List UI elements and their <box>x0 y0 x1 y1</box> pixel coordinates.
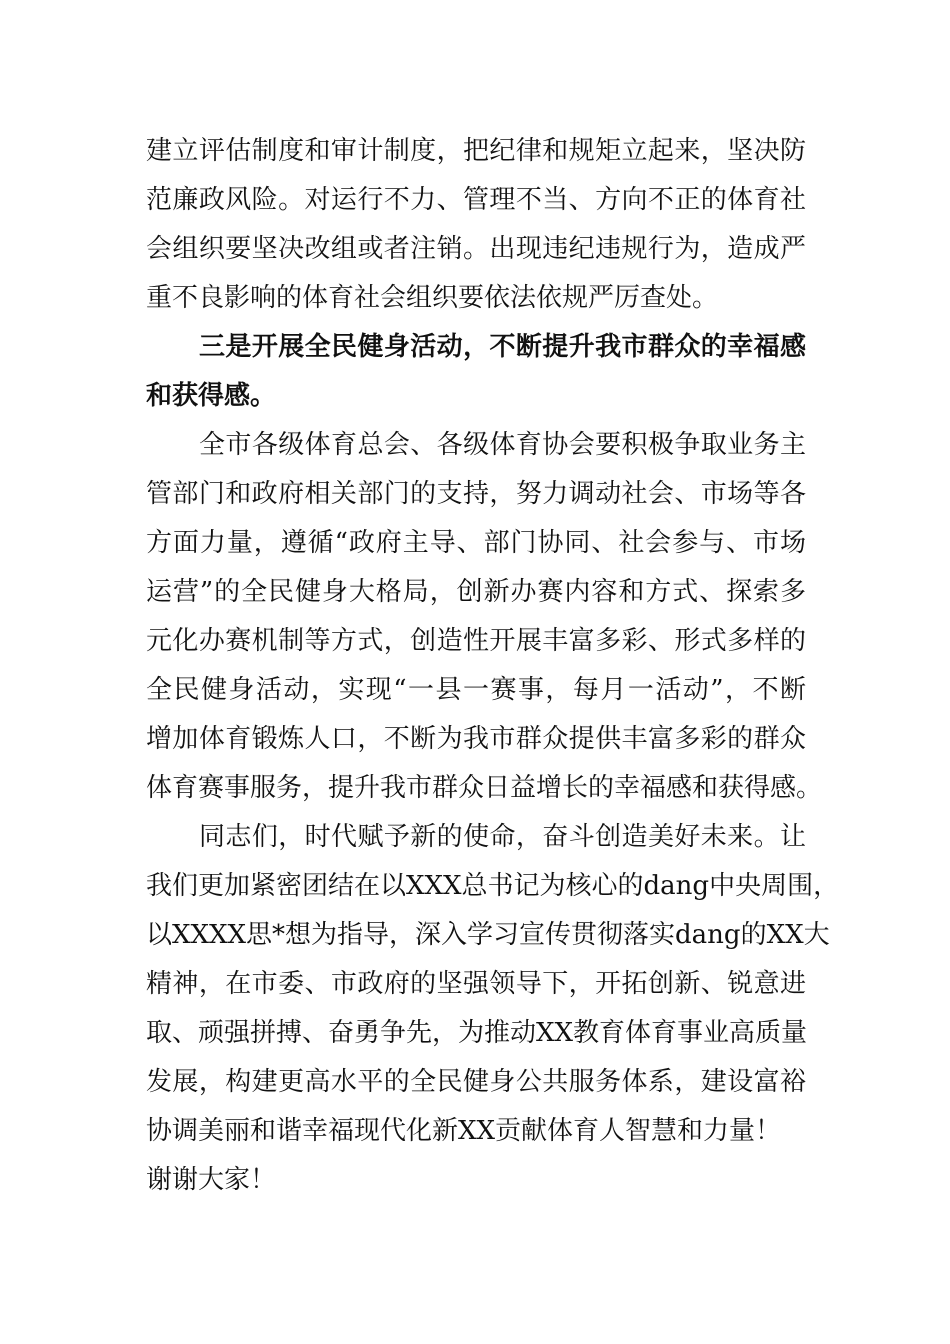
paragraph-conclusion <box>146 813 840 1156</box>
text-line: 精神，在市委、市政府的坚强领导下，开拓创新、锐意进 <box>146 969 806 999</box>
text-line: 范廉政风险。对运行不力、管理不当、方向不正的体育社 <box>146 185 806 215</box>
text-line: 体育赛事服务，提升我市群众日益增长的幸福感和获得感。 <box>146 773 823 803</box>
text-line: 管部门和政府相关部门的支持，努力调动社会、市场等各 <box>146 479 806 509</box>
paragraph-discipline <box>146 127 806 323</box>
heading-line: 三是开展全民健身活动，不断提升我市群众的幸福感 <box>199 332 806 362</box>
text-line: 全市各级体育总会、各级体育协会要积极争取业务主 <box>199 430 806 460</box>
text-line: 方面力量，遵循“政府主导、部门协同、社会参与、市场 <box>146 528 806 558</box>
text-line: 元化办赛机制等方式，创造性开展丰富多彩、形式多样的 <box>146 626 806 656</box>
text-line: 增加体育锻炼人口，不断为我市群众提供丰富多彩的群众 <box>146 724 806 754</box>
text-line: 以XXXX思*想为指导，深入学习宣传贯彻落实dang的XX大 <box>146 920 830 950</box>
closing-line: 谢谢大家！ <box>146 1165 277 1195</box>
paragraph-fitness-activities <box>146 421 823 813</box>
text-line: 会组织要坚决改组或者注销。出现违纪违规行为，造成严 <box>146 234 806 264</box>
text-line: 发展，构建更高水平的全民健身公共服务体系，建设富裕 <box>146 1067 806 1097</box>
text-line: 运营”的全民健身大格局，创新办赛内容和方式、探索多 <box>146 577 806 607</box>
text-line: 同志们，时代赋予新的使命，奋斗创造美好未来。让 <box>199 822 806 852</box>
text-line: 重不良影响的体育社会组织要依法依规严厉查处。 <box>146 283 719 313</box>
text-line: 我们更加紧密团结在以XXX总书记为核心的dang中央周围， <box>146 871 840 901</box>
document-body <box>146 127 840 1205</box>
closing-remark <box>146 1156 806 1205</box>
text-line: 全民健身活动，实现“一县一赛事，每月一活动”，不断 <box>146 675 806 705</box>
text-line: 建立评估制度和审计制度，把纪律和规矩立起来，坚决防 <box>146 136 806 166</box>
text-line: 协调美丽和谐幸福现代化新XX贡献体育人智慧和力量！ <box>146 1116 782 1146</box>
heading-line: 和获得感。 <box>146 381 277 411</box>
text-line: 取、顽强拼搏、奋勇争先，为推动XX教育体育事业高质量 <box>146 1018 808 1048</box>
section-heading-3 <box>146 323 806 421</box>
